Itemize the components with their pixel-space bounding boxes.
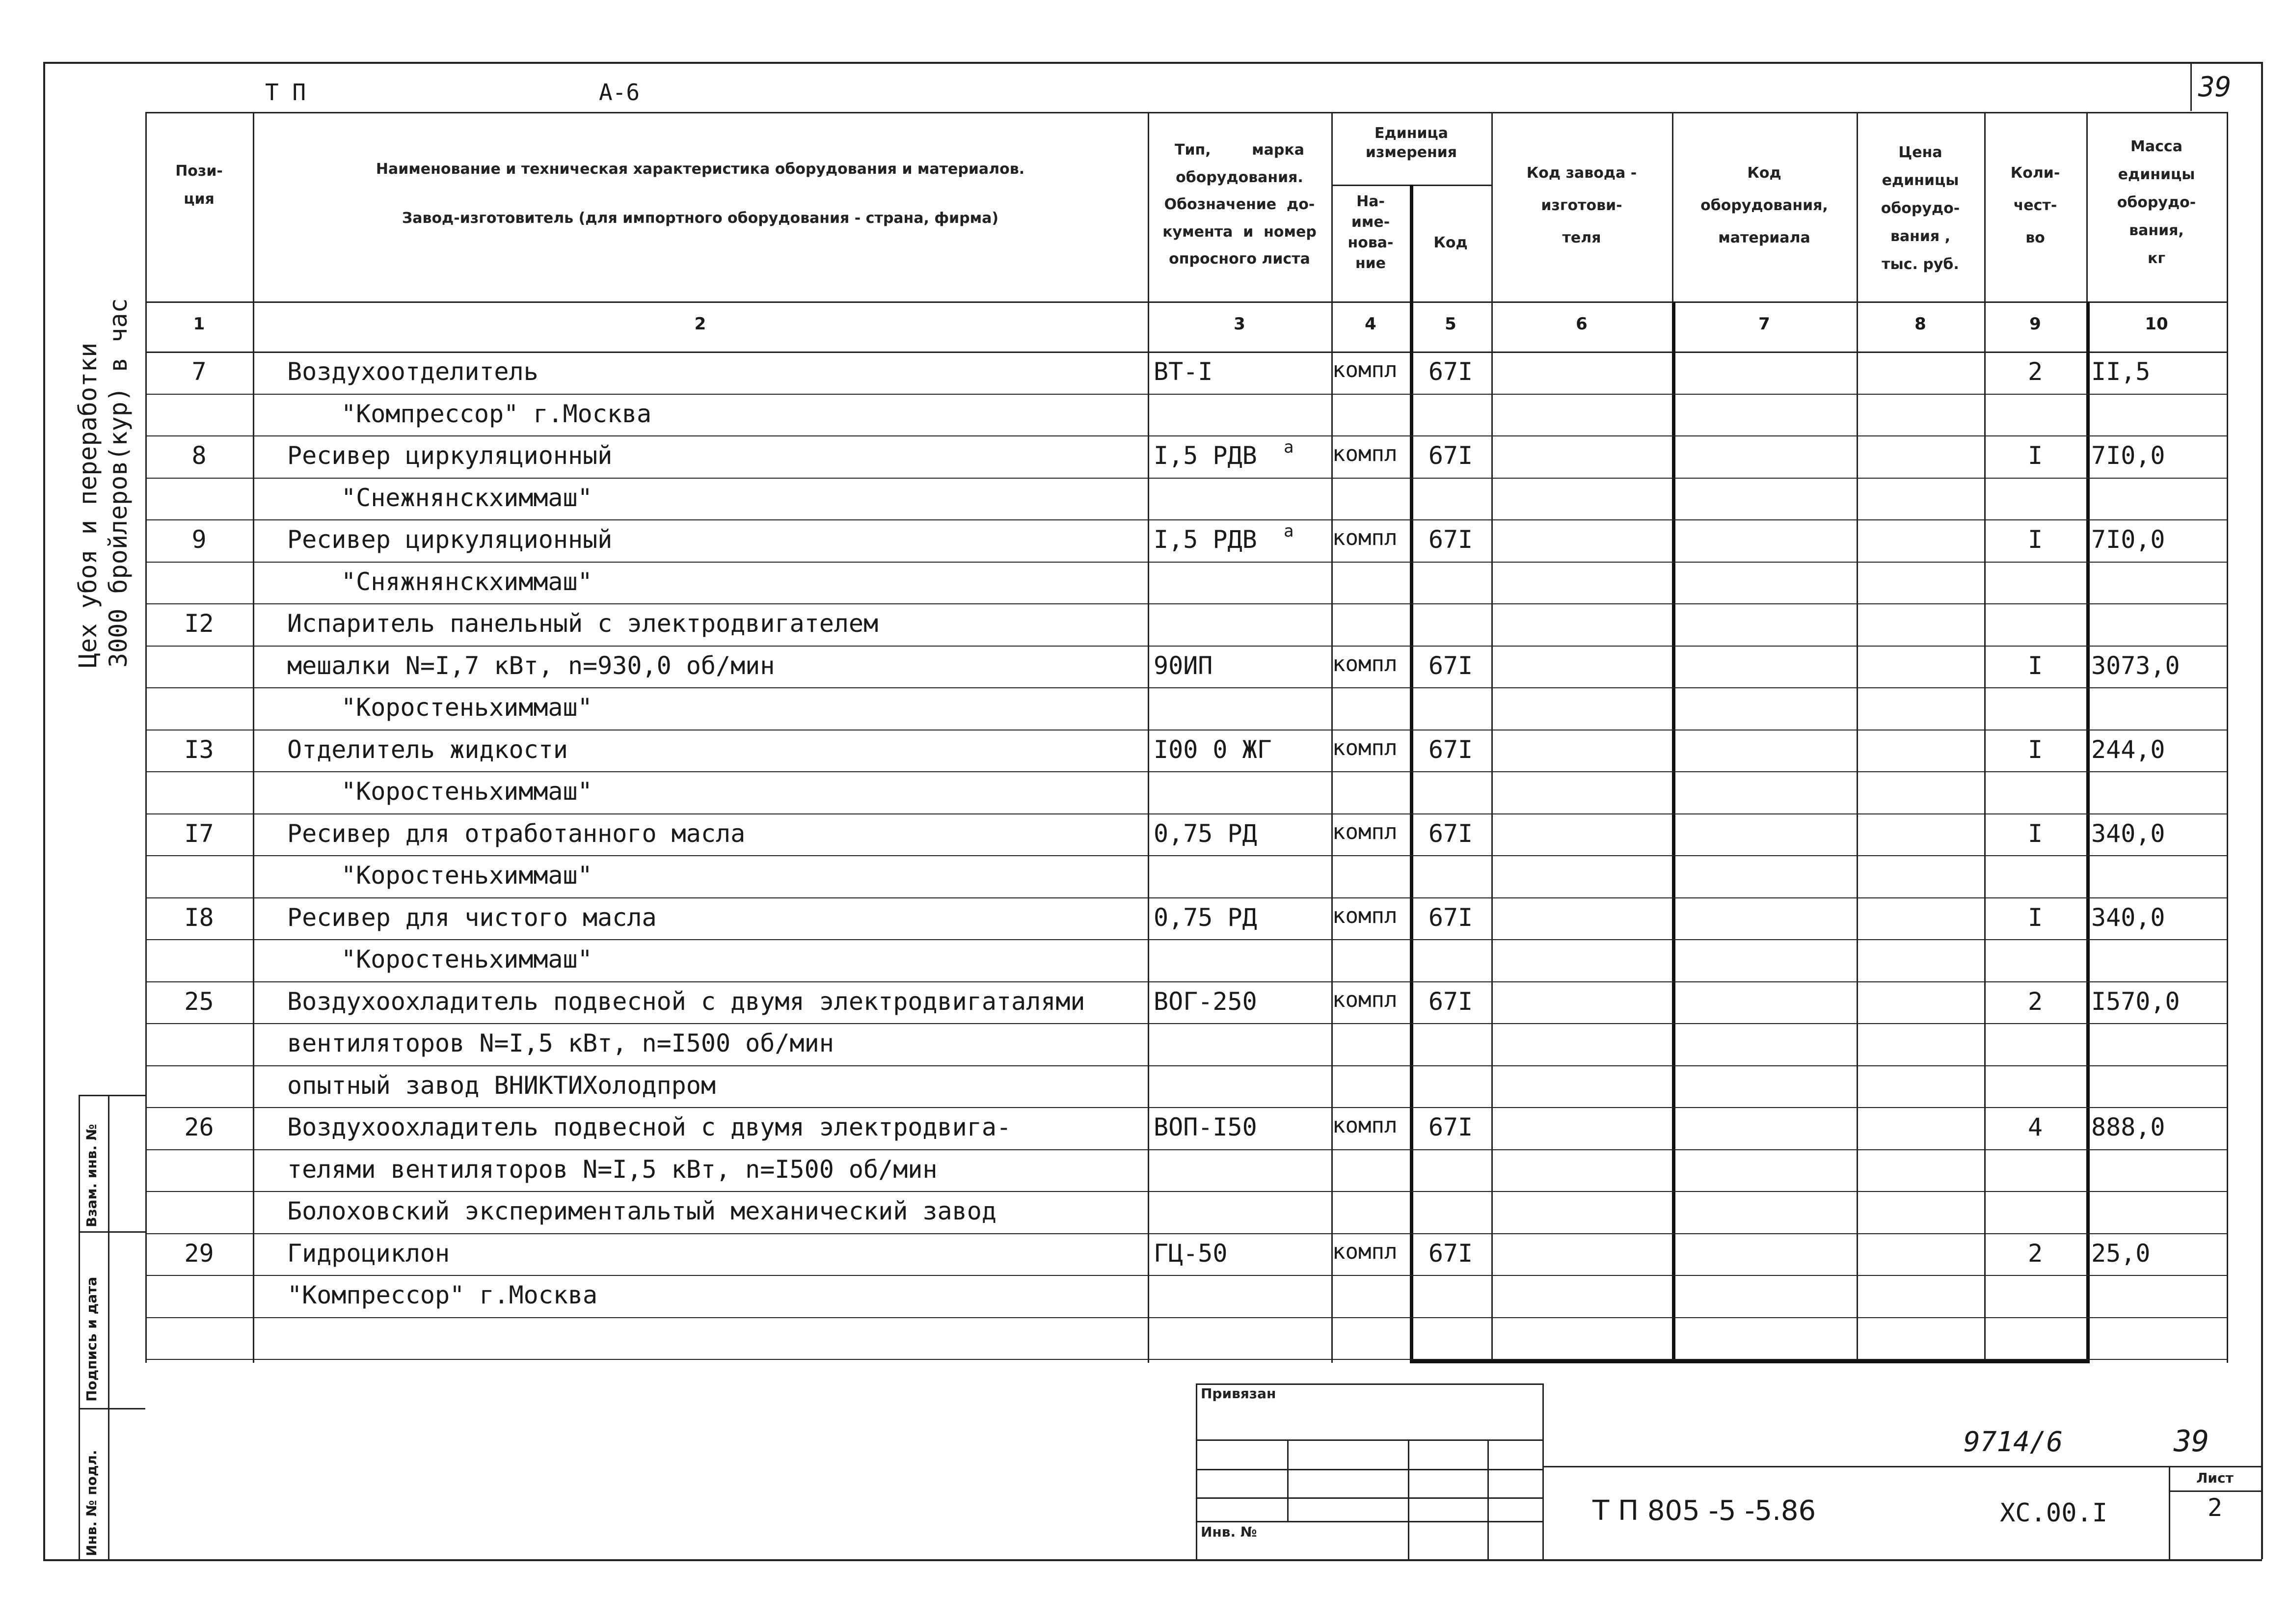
row-divider (145, 435, 2227, 436)
cell-pos: I8 (184, 903, 214, 932)
col-line-6 (1672, 301, 1675, 1363)
cell-qty: I (2027, 651, 2043, 680)
header-unit-group: На- име- нова- ние (1347, 193, 1394, 272)
cell-type: ВОП-I50 (1154, 1113, 1257, 1141)
tb-handwritten-number: 9714/6 (1964, 1426, 2063, 1458)
corner-box-left (2190, 62, 2192, 111)
cell-name: Болоховский экспериментальтый механический завод (287, 1197, 997, 1225)
cell-type: 0,75 РД (1154, 903, 1257, 932)
col-line-5 (1491, 112, 1493, 1363)
cell-name: Воздухоохладитель подвесной с двумя электродвига- (287, 1113, 1012, 1141)
cell-unit: компл (1332, 819, 1398, 844)
stamp-inner-border (108, 1095, 109, 1559)
tb-bound-col1 (1287, 1439, 1289, 1521)
cell-unit: компл (1332, 1239, 1398, 1264)
album-label: А-6 (599, 79, 640, 106)
tb-bound-row2 (1196, 1469, 1542, 1470)
stamp-replacement-inv: Взам. инв. № (83, 1124, 100, 1227)
colnum-5: 5 (1445, 314, 1456, 334)
tb-inv-label: Инв. № (1201, 1524, 1257, 1540)
cell-type: ВТ-I (1154, 357, 1213, 386)
row-divider (145, 1107, 2227, 1108)
stamp-original-inv: Инв. № подл. (83, 1450, 100, 1556)
cell-qty: 2 (2027, 357, 2043, 386)
header-mass: Масса единицы оборудо- вания, кг (2117, 138, 2196, 267)
cell-unit: компл (1332, 651, 1398, 677)
frame-bottom (43, 1559, 2262, 1561)
frame-left (43, 62, 45, 1559)
side-title-line1: Цех убоя и переработки (74, 342, 102, 668)
cell-unit: компл (1332, 441, 1398, 466)
cell-name: Ресивер для отработанного масла (287, 819, 746, 848)
col-line-2 (1148, 112, 1149, 1363)
tb-mark: ХС.00.I (2000, 1498, 2108, 1528)
cell-name: вентиляторов N=I,5 кВт, n=I500 об/мин (287, 1029, 834, 1057)
colnum-6: 6 (1576, 314, 1588, 334)
cell-name: Воздухоохладитель подвесной с двумя электродвигаталями (287, 987, 1085, 1016)
header-position: Пози- ция (175, 162, 223, 208)
colnum-8: 8 (1914, 314, 1926, 334)
colnum-bottom (145, 352, 2227, 353)
cell-type: ГЦ-50 (1154, 1239, 1228, 1268)
cell-code: 67I (1428, 903, 1473, 932)
cell-name: "Сняжнянскхиммаш" (341, 568, 593, 596)
cell-code: 67I (1428, 1113, 1473, 1141)
cell-code: 67I (1428, 735, 1473, 764)
cell-pos: 9 (191, 525, 207, 554)
cell-code: 67I (1428, 987, 1473, 1016)
header-unit-code: Код (1433, 234, 1468, 251)
row-divider (145, 562, 2227, 563)
tb-sheet-number: 2 (2207, 1493, 2223, 1522)
table-top (145, 112, 2227, 113)
cell-unit: компл (1332, 357, 1398, 382)
cell-mass: 340,0 (2091, 819, 2165, 848)
cell-name: "Снежнянскхиммаш" (341, 484, 593, 512)
row-divider (145, 1065, 2227, 1066)
cell-qty: I (2027, 525, 2043, 554)
row-divider (145, 1317, 2227, 1318)
header-equipment-code: Код оборудования, материала (1700, 164, 1828, 246)
row-divider (145, 855, 2227, 856)
cell-name: Отделитель жидкости (287, 735, 568, 764)
cell-code: 67I (1428, 525, 1473, 554)
colnum-3: 3 (1234, 314, 1245, 334)
series-label: Т П (265, 79, 306, 106)
row-divider (145, 981, 2227, 982)
cell-type: I00 0 ЖГ (1154, 735, 1272, 764)
cell-pos: I7 (184, 819, 214, 848)
cell-pos: 8 (191, 441, 207, 470)
tb-bound-col2 (1408, 1439, 1409, 1559)
cell-type: 90ИП (1154, 651, 1213, 680)
colnum-2: 2 (694, 314, 706, 334)
row-divider (145, 478, 2227, 479)
colnum-7: 7 (1758, 314, 1770, 334)
side-title-line2: 3000 бройлеров(кур) в час (104, 298, 133, 668)
row-divider (145, 897, 2227, 898)
cell-pos: 25 (184, 987, 214, 1016)
row-divider (145, 1191, 2227, 1192)
frame-right (2261, 62, 2263, 1559)
row-divider (145, 687, 2227, 688)
cell-qty: 4 (2027, 1113, 2043, 1141)
row-divider (145, 1023, 2227, 1024)
row-divider (145, 1359, 2227, 1360)
cell-mass: II,5 (2091, 357, 2151, 386)
row-divider (145, 394, 2227, 395)
sheet-corner-number: 39 (2198, 71, 2232, 103)
cell-qty: I (2027, 441, 2043, 470)
tb-bound-row4 (1196, 1521, 1542, 1522)
cell-mass: 25,0 (2091, 1239, 2151, 1268)
table-bottom-thick (1410, 1360, 2090, 1363)
cell-mass: 244,0 (2091, 735, 2165, 764)
cell-code: 67I (1428, 357, 1473, 386)
cell-name: телями вентиляторов N=I,5 кВт, n=I500 об/мин (287, 1155, 938, 1184)
frame-top (43, 62, 2262, 64)
row-divider (145, 730, 2227, 731)
cell-mass: 7I0,0 (2091, 441, 2165, 470)
cell-qty: I (2027, 735, 2043, 764)
tb-bound-left (1196, 1383, 1197, 1559)
col-line-7 (1857, 112, 1858, 1363)
cell-qty: I (2027, 903, 2043, 932)
cell-name: Воздухоотделитель (287, 357, 539, 386)
type-superscript: а (1284, 437, 1294, 457)
cell-pos: I3 (184, 735, 214, 764)
cell-pos: 29 (184, 1239, 214, 1268)
cell-pos: I2 (184, 609, 214, 638)
header-factory-code: Код завода - изготови- теля (1526, 164, 1637, 246)
col-line-9 (2086, 301, 2090, 1363)
cell-name: Ресивер для чистого масла (287, 903, 657, 932)
header-quantity: Коли- чест- во (2010, 164, 2060, 246)
cell-code: 67I (1428, 1239, 1473, 1268)
cell-pos: 26 (184, 1113, 214, 1141)
cell-unit: компл (1332, 987, 1398, 1012)
type-superscript: а (1284, 521, 1294, 541)
tb-sheet-box-split (2169, 1490, 2261, 1492)
tb-bound-col3 (1487, 1439, 1489, 1559)
cell-unit: компл (1332, 1113, 1398, 1138)
cell-mass: 3073,0 (2091, 651, 2180, 680)
cell-qty: 2 (2027, 987, 2043, 1016)
header-bottom (145, 301, 2227, 303)
stamp-signature-date: Подпись и дата (83, 1276, 100, 1402)
cell-name: Ресивер циркуляционный (287, 525, 613, 554)
row-divider (145, 1149, 2227, 1150)
cell-name: опытный завод ВНИКТИХолодпром (287, 1071, 716, 1100)
stamp-left-border (79, 1095, 80, 1559)
cell-code: 67I (1428, 651, 1473, 680)
tb-sheet-label: Лист (2196, 1470, 2234, 1486)
tb-bound-row3 (1196, 1497, 1542, 1499)
row-divider (145, 939, 2227, 940)
cell-name: "Коростеньхиммаш" (341, 777, 593, 806)
row-divider (145, 1233, 2227, 1234)
cell-unit: компл (1332, 525, 1398, 550)
cell-qty: 2 (2027, 1239, 2043, 1268)
tb-doc-code: Т П 805 -5 -5.86 (1592, 1495, 1816, 1527)
cell-name: "Компрессор" г.Москва (287, 1281, 598, 1309)
cell-mass: 340,0 (2091, 903, 2165, 932)
stamp-split-1 (79, 1231, 145, 1233)
cell-mass: I570,0 (2091, 987, 2180, 1016)
col-line-10 (2227, 112, 2228, 1363)
cell-name: "Коростеньхиммаш" (341, 693, 593, 722)
tb-bound-row1 (1196, 1439, 1542, 1441)
cell-mass: 7I0,0 (2091, 525, 2165, 554)
cell-code: 67I (1428, 819, 1473, 848)
colnum-10: 10 (2145, 314, 2168, 334)
header-name-line1: Наименование и техническая характеристика оборудования и материалов. (376, 161, 1025, 178)
cell-name: Гидроциклон (287, 1239, 450, 1268)
colnum-9: 9 (2029, 314, 2041, 334)
cell-code: 67I (1428, 441, 1473, 470)
colnum-1: 1 (193, 314, 205, 334)
tb-main-top (1542, 1466, 2261, 1467)
col-line-1 (253, 112, 254, 1363)
colnum-4: 4 (1365, 314, 1376, 334)
row-divider (145, 1275, 2227, 1276)
tb-bound-label: Привязан (1201, 1385, 1276, 1402)
cell-type: I,5 РДВ (1154, 441, 1257, 470)
cell-mass: 888,0 (2091, 1113, 2165, 1141)
cell-type: 0,75 РД (1154, 819, 1257, 848)
cell-qty: I (2027, 819, 2043, 848)
header-unit-title: Единица измерения (1365, 125, 1457, 161)
row-divider (145, 603, 2227, 604)
header-name-line2: Завод-изготовитель (для импортного оборудования - страна, фирма) (402, 210, 999, 227)
header-price: Цена единицы оборудо- вания , тыс. руб. (1881, 144, 1960, 273)
cell-name: "Компрессор" г.Москва (341, 400, 652, 428)
stamp-top (79, 1095, 145, 1096)
row-divider (145, 771, 2227, 772)
tb-bound-right (1542, 1383, 1544, 1559)
cell-type: I,5 РДВ (1154, 525, 1257, 554)
row-divider (145, 646, 2227, 647)
cell-name: мешалки N=I,7 кВт, n=930,0 об/мин (287, 651, 775, 680)
tb-handwritten-sheet: 39 (2174, 1424, 2209, 1459)
cell-name: Ресивер циркуляционный (287, 441, 613, 470)
tb-bound-top (1196, 1383, 1542, 1385)
cell-name: Испаритель панельный с электродвигателем (287, 609, 879, 638)
cell-pos: 7 (191, 357, 207, 386)
stamp-split-2 (79, 1408, 145, 1409)
cell-unit: компл (1332, 903, 1398, 928)
cell-unit: компл (1332, 735, 1398, 760)
cell-name: "Коростеньхиммаш" (341, 945, 593, 974)
header-type: Тип, марка оборудования. Обозначение до- кумента и номер опросного листа (1162, 141, 1317, 268)
cell-name: "Коростеньхиммаш" (341, 861, 593, 890)
cell-type: ВОГ-250 (1154, 987, 1257, 1016)
row-divider (145, 813, 2227, 814)
row-divider (145, 519, 2227, 520)
